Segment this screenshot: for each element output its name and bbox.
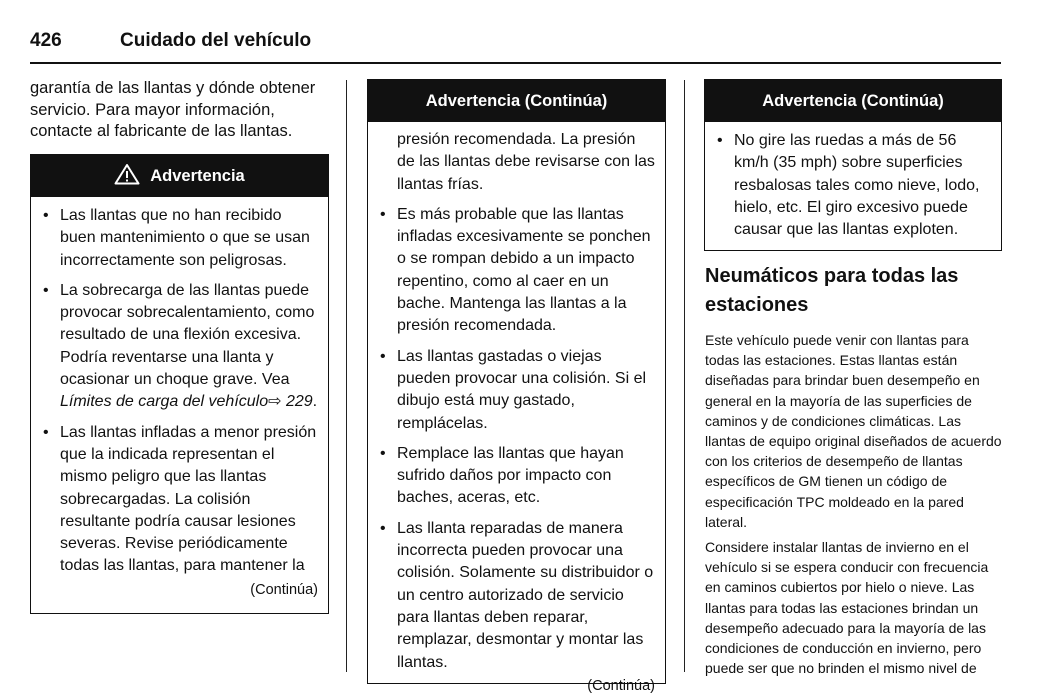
list-item: • Remplace las llantas que hayan sufrido daños por impacto con baches, aceras, etc.	[380, 443, 655, 510]
warning-list	[43, 205, 318, 578]
warning-box-3	[704, 79, 1002, 251]
continues-label: (Continúa)	[587, 677, 655, 694]
load-limits-ref-page: 229	[281, 393, 313, 411]
page-title: Cuidado del vehículo	[120, 30, 312, 51]
list-item: • Las llanta reparadas de manera incorrecta pueden provocar una colisión. Solamente su distribuidor o un centro autorizado de servicio para llantas deben reparar, remplazar, desmontar y montar las llantas.	[380, 518, 655, 674]
intro-paragraph: garantía de las llantas y dónde obtener servicio. Para mayor información, contacte al fabricante de las llantas.	[30, 79, 316, 140]
warning-list	[717, 130, 991, 241]
list-item: • Es más probable que las llantas infladas excesivamente se ponchen o se rompan debido a un impacto repentino, como al caer en un bache. Mantenga las llantas a la presión recomendada.	[380, 204, 655, 338]
list-item-text: Las llantas que no han recibido buen mantenimiento o que se usan incorrectamente son peligrosas.	[60, 207, 310, 269]
warning-header	[368, 80, 665, 122]
list-item-text: La sobrecarga de las llantas puede provocar sobrecalentamiento, como resultado de una flexión excesiva. Podría reventarse una llanta y ocasionar un choque grave. Vea	[60, 281, 315, 389]
column-divider-1	[346, 80, 347, 672]
warning-body	[368, 122, 665, 700]
list-item	[43, 205, 318, 272]
page-number: 426	[30, 30, 62, 51]
column-divider-2	[684, 80, 685, 672]
warning-title: Advertencia (Continúa)	[762, 91, 944, 110]
body-paragraph: Considere instalar llantas de invierno en el vehículo si se espera conducir con frecuencia en caminos cubiertos por hielo o nieve. Las llantas para todas las estaciones brindan un desempeño adecuado para la mayoría de las condiciones de conducción en invierno, pero puede ser que no brinden el mismo nivel de	[705, 539, 989, 677]
column-3-body	[705, 262, 1002, 683]
list-item-text: Las llantas infladas a menor presión que la indicada representan el mismo peligro que las llantas sobrecargadas. La colisión resultante podría causar lesiones severas. Revise periódicamente todas las llantas, para mantener la	[60, 423, 317, 575]
warning-list	[380, 204, 655, 674]
warning-title: Advertencia (Continúa)	[425, 91, 608, 110]
warning-box-2	[367, 79, 666, 694]
warning-body	[31, 197, 328, 604]
load-limits-ref-text: Límites de carga del vehículo	[60, 393, 269, 411]
warning-box-1	[30, 154, 329, 614]
list-item	[43, 280, 318, 414]
list-item: • Las llantas gastadas o viejas pueden provocar una colisión. Si el dibujo está muy gastado, remplácelas.	[380, 346, 655, 435]
warning-title: Advertencia	[150, 166, 245, 185]
warning-header	[31, 155, 328, 197]
column-1	[30, 78, 330, 143]
page-ref-arrow-icon: ⇨	[268, 393, 282, 411]
warning-body	[705, 122, 1001, 247]
load-limits-link[interactable]	[60, 393, 313, 410]
continues-label: (Continúa)	[250, 581, 318, 598]
list-item: • No gire las ruedas a más de 56 km/h (35 mph) sobre superficies resbalosas tales como nieve, lodo, hielo, etc. El giro excesivo puede causar que las llantas exploten.	[717, 130, 991, 241]
warning-triangle-icon	[114, 163, 140, 190]
page-header	[30, 30, 1001, 64]
body-paragraph: Este vehículo puede venir con llantas para todas las estaciones. Estas llantas están diseñadas para brindar buen desempeño en general en la mayoría de las superficies de caminos y de condiciones climáticas. Las llantas de equipo original diseñados de acuerdo con los criterios de desempeño de llantas específicos de GM tienen un código de especificación TPC moldeado en la pared lateral.	[705, 332, 1002, 530]
sentence-end: .	[312, 393, 318, 411]
section-title: Neumáticos para todas las estaciones	[705, 265, 959, 316]
warning-header	[705, 80, 1001, 122]
list-item	[43, 422, 318, 578]
continued-text: presión recomendada. La presión de las llantas debe revisarse con las llantas frías.	[397, 131, 655, 193]
